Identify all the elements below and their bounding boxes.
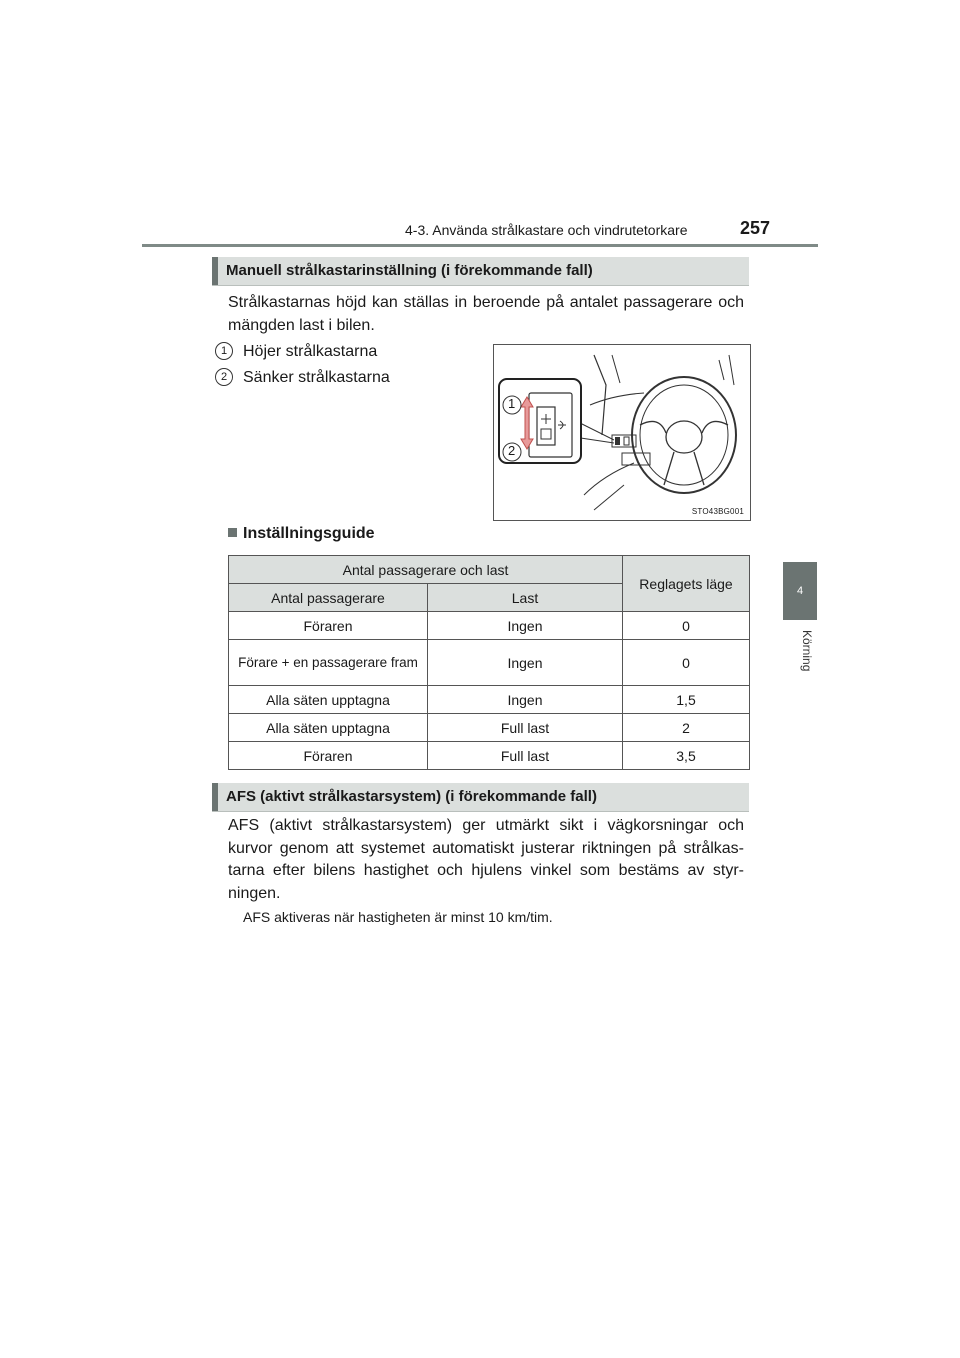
cell-passengers: Föraren	[229, 612, 428, 640]
afs-paragraph: AFS (aktivt strålkastarsystem) ger utmärkt sikt i vägkorsningar och kurvor genom att systemet automatiskt justerar riktningen på strålkas-tarna efter bilens hastighet och hjulens vinkel som bestäms av styr-ningen.	[228, 817, 744, 902]
cell-position: 2	[623, 714, 750, 742]
cell-position: 0	[623, 640, 750, 686]
chapter-tab: 4	[783, 562, 817, 620]
settings-guide-table	[228, 555, 750, 770]
number-badge: 2	[215, 368, 233, 386]
settings-guide-heading	[228, 525, 375, 543]
table-row	[229, 640, 750, 686]
section-accent	[212, 783, 218, 811]
square-bullet-icon	[228, 528, 237, 537]
section-heading-manual-leveling	[212, 257, 749, 286]
afs-note: AFS aktiveras när hastigheten är minst 10 km/tim.	[243, 909, 553, 925]
cell-load: Ingen	[428, 686, 623, 714]
cell-passengers: Alla säten upptagna	[229, 714, 428, 742]
header-position: Reglagets läge	[623, 556, 750, 612]
cell-position: 0	[623, 612, 750, 640]
section-heading-afs	[212, 783, 749, 812]
table-row	[229, 686, 750, 714]
table-header-row	[229, 556, 750, 584]
header-load: Last	[428, 584, 623, 612]
cell-passengers: Föraren	[229, 742, 428, 770]
section-accent	[212, 257, 218, 285]
page-number: 257	[740, 218, 771, 238]
list-item-label: Höjer strålkastarna	[243, 343, 378, 360]
cell-load: Ingen	[428, 640, 623, 686]
list-item-label: Sänker strålkastarna	[243, 369, 390, 386]
chapter-title: 4-3. Använda strålkastare och vindrutetorkare	[405, 222, 688, 238]
section-title: Manuell strålkastarinställning (i förekommande fall)	[226, 262, 593, 279]
table-row	[229, 742, 750, 770]
subhead-text: Inställningsguide	[243, 525, 375, 542]
table-row	[229, 612, 750, 640]
list-item-raise	[215, 342, 377, 361]
dashboard-drawing	[494, 345, 750, 520]
list-item-lower	[215, 368, 390, 387]
cell-passengers: Förare + en passagerare fram	[229, 640, 428, 686]
header-divider	[142, 244, 818, 247]
header-group: Antal passagerare och last	[229, 556, 623, 584]
dashboard-illustration	[493, 344, 751, 521]
cell-load: Ingen	[428, 612, 623, 640]
cell-load: Full last	[428, 714, 623, 742]
table-row	[229, 714, 750, 742]
chapter-tab-label: Körning	[800, 630, 814, 672]
cell-position: 3,5	[623, 742, 750, 770]
callout-2: 2	[508, 443, 516, 458]
section-title: AFS (aktivt strålkastarsystem) (i förekommande fall)	[226, 788, 597, 805]
intro-paragraph: Strålkastarnas höjd kan ställas in beroende på antalet passagerare och mängden last i bilen.	[228, 294, 744, 334]
cell-passengers: Alla säten upptagna	[229, 686, 428, 714]
figure-code: STO43BG001	[691, 507, 744, 516]
cell-position: 1,5	[623, 686, 750, 714]
cell-load: Full last	[428, 742, 623, 770]
callout-1: 1	[508, 396, 516, 411]
header-passengers: Antal passagerare	[229, 584, 428, 612]
number-badge: 1	[215, 342, 233, 360]
